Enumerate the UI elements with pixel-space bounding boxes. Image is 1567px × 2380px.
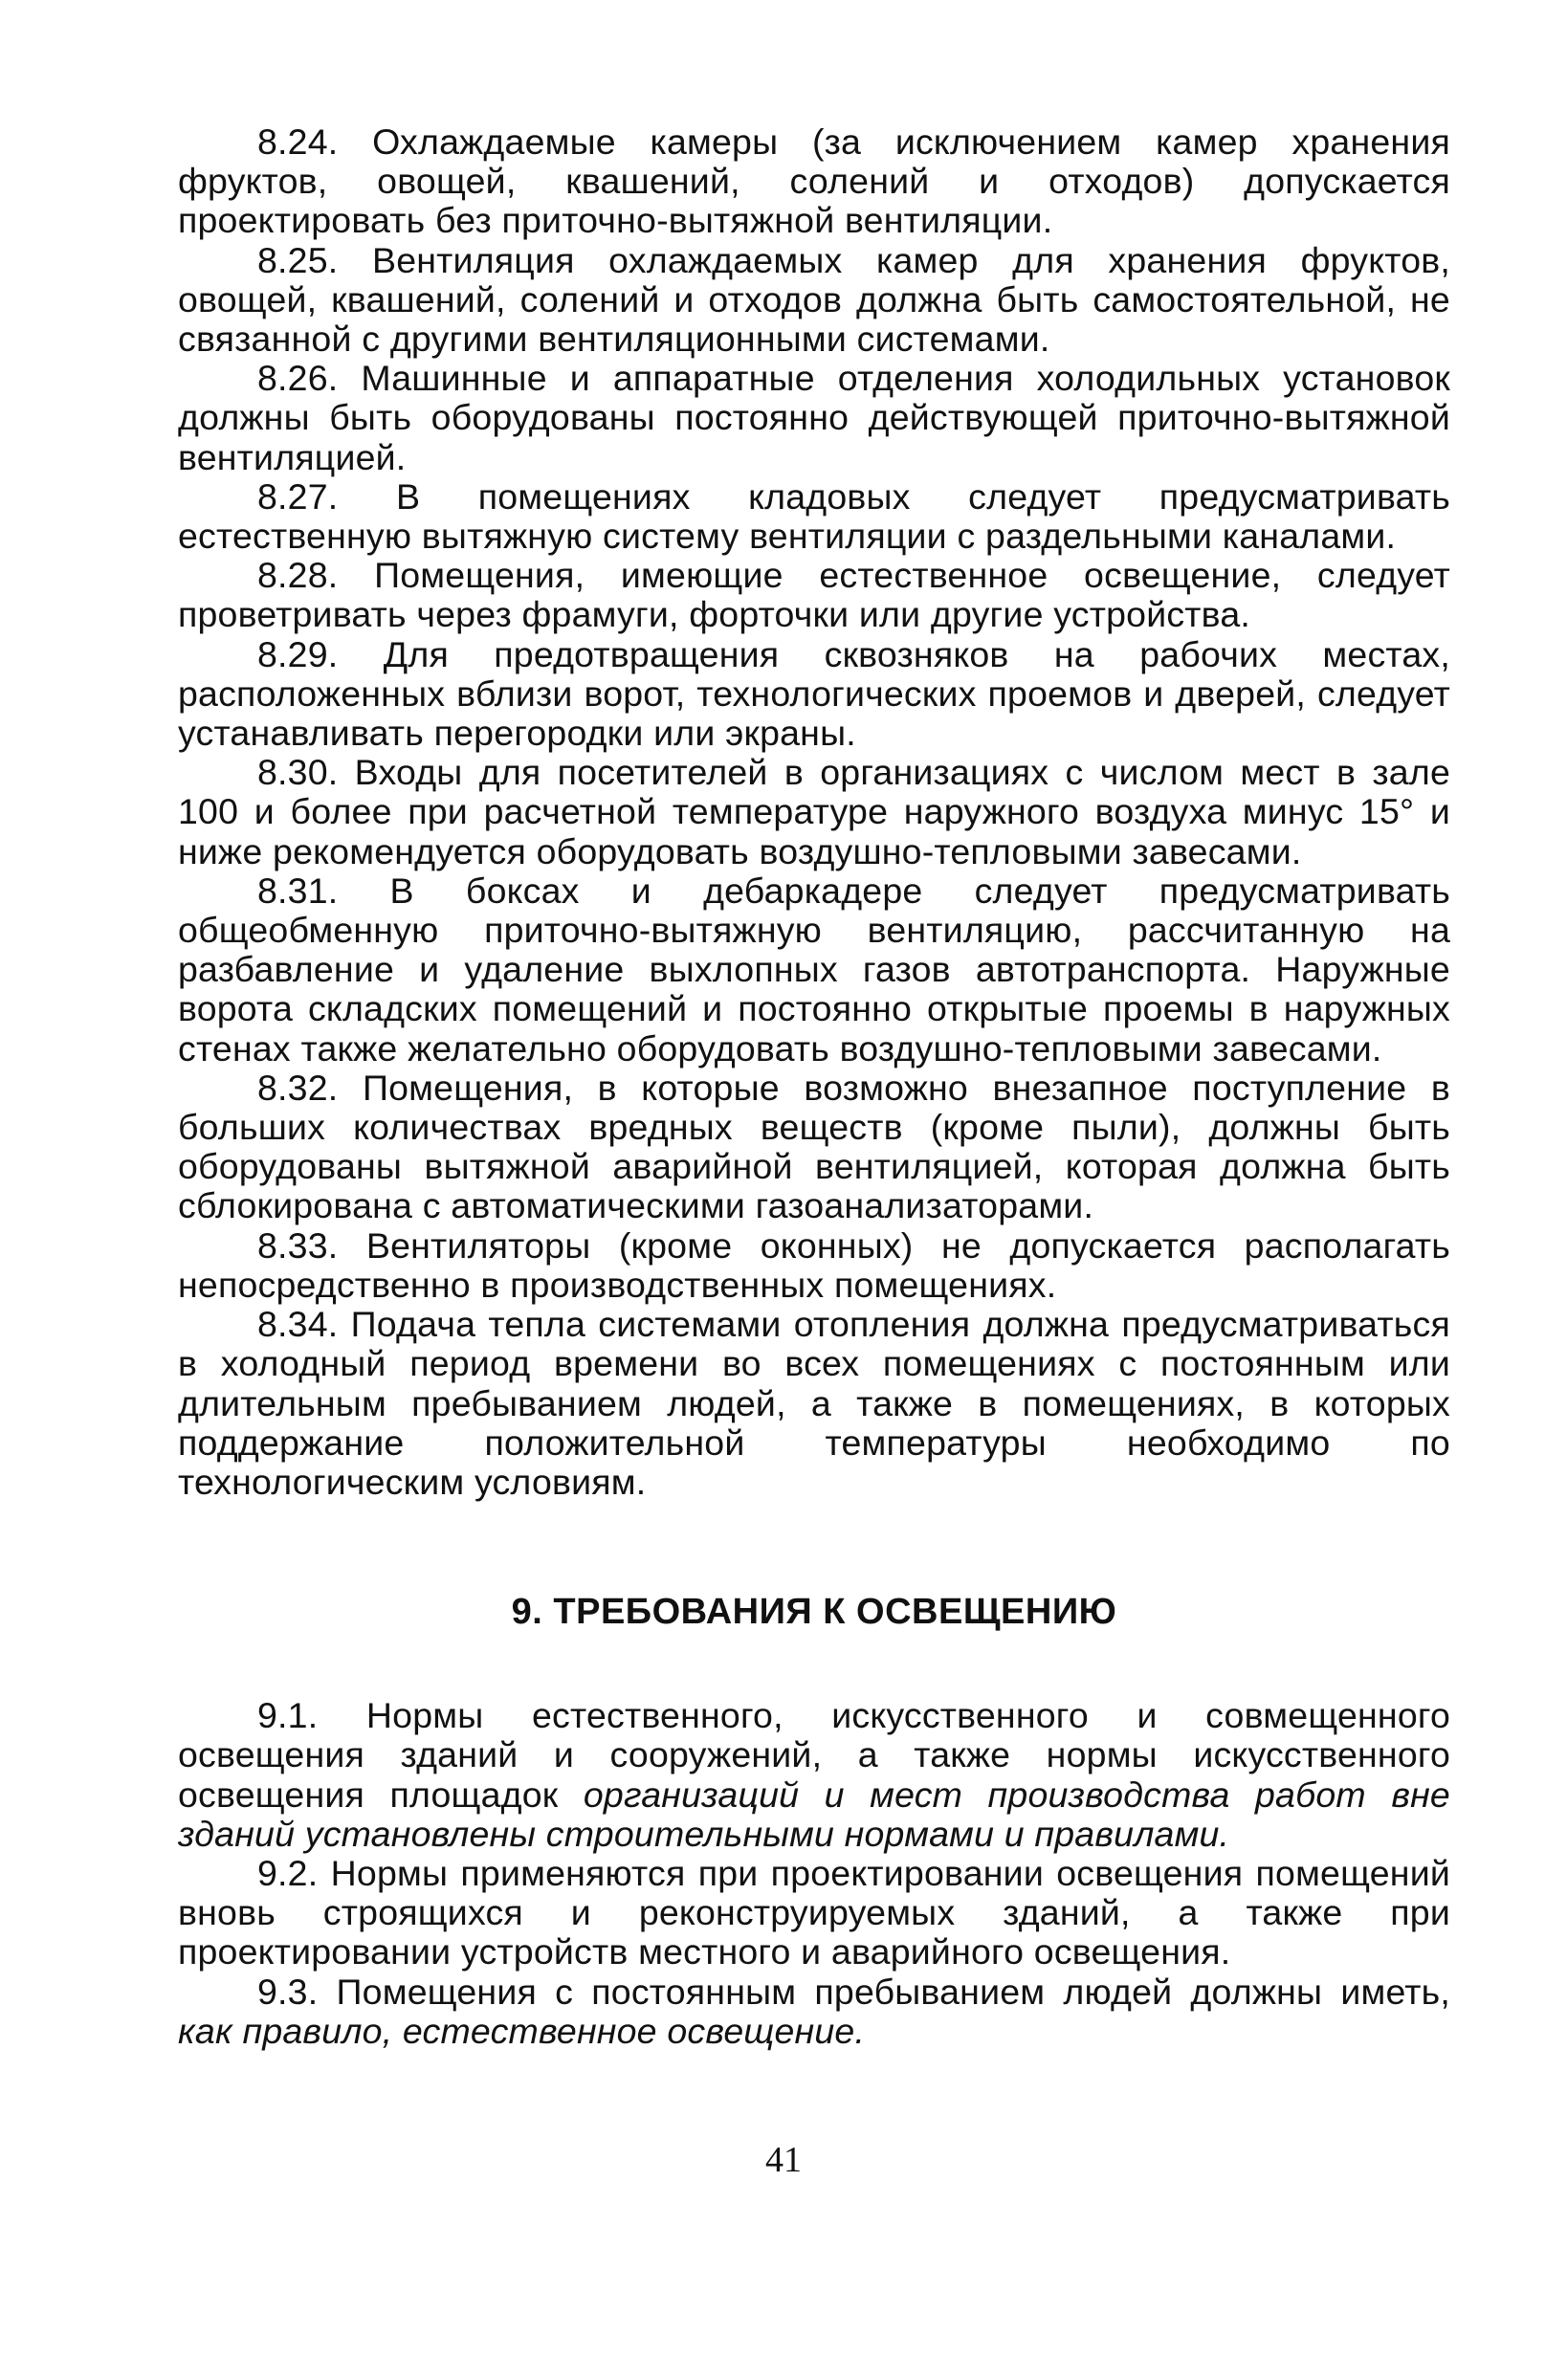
paragraph-8-34: 8.34. Подача тепла системами отопления должна предусматриваться в холодный период времени во всех помещениях с постоянным или длительным пребыванием людей, а также в помещениях, в которых поддержание положительной температуры необходимо по технологическим условиям. <box>178 1304 1450 1502</box>
paragraph-8-32: 8.32. Помещения, в которые возможно внезапное поступление в больших количествах вредных веществ (кроме пыли), должны быть оборудованы вытяжной аварийной вентиляцией, которая должна быть сблокирована с автоматическими газоанализаторами. <box>178 1067 1450 1226</box>
paragraph-9-3 <box>178 1972 1450 2051</box>
section-heading: 9. ТРЕБОВАНИЯ К ОСВЕЩЕНИЮ <box>511 1592 1117 1633</box>
paragraph-8-24: 8.24. Охлаждаемые камеры (за исключением камер хранения фруктов, овощей, квашений, солений и отходов) допускается проектировать без приточно-вытяжной вентиляции. <box>178 121 1450 241</box>
paragraph-8-28: 8.28. Помещения, имеющие естественное освещение, следует проветривать через фрамуги, форточки или другие устройства. <box>178 555 1450 635</box>
paragraph-9-1 <box>178 1696 1450 1854</box>
paragraph-8-31: 8.31. В боксах и дебаркадере следует предусматривать общеобменную приточно-вытяжную вентиляцию, рассчитанную на разбавление и удаление выхлопных газов автотранспорта. Наружные ворота складских помещений и постоянно открытые проемы в наружных стенах также желательно оборудовать воздушно-тепловыми завесами. <box>178 870 1450 1069</box>
paragraph-8-25: 8.25. Вентиляция охлаждаемых камер для хранения фруктов, овощей, квашений, солений и отходов должна быть самостоятельной, не связанной с другими вентиляционными системами. <box>178 239 1450 360</box>
paragraph-9-3-text: 9.3. Помещения с постоянным пребыванием людей должны иметь, <box>257 1971 1450 2012</box>
paragraph-9-1-text: 9.1. Нормы естественного, искусственного и совмещенного освещения зданий и сооружений, а также нормы искусственного освещения площадок <box>178 1695 1450 1815</box>
paragraph-8-27: 8.27. В помещениях кладовых следует предусматривать естественную вытяжную систему вентиляции с раздельными каналами. <box>178 475 1450 557</box>
paragraph-8-33: 8.33. Вентиляторы (кроме оконных) не допускается располагать непосредственно в производственных помещениях. <box>178 1224 1450 1305</box>
document-page <box>178 122 1450 2051</box>
paragraph-9-2: 9.2. Нормы применяются при проектировании освещения помещений вновь строящихся и реконструируемых зданий, а также при проектировании устройств местного и аварийного освещения. <box>178 1852 1450 1972</box>
paragraph-8-29: 8.29. Для предотвращения сквозняков на рабочих местах, расположенных вблизи ворот, технологических проемов и дверей, следует устанавливать перегородки или экраны. <box>178 633 1450 754</box>
paragraph-8-26: 8.26. Машинные и аппаратные отделения холодильных установок должны быть оборудованы постоянно действующей приточно-вытяжной вентиляцией. <box>178 358 1450 477</box>
paragraph-9-1-italic-text: организаций и мест производства работ вне зданий установлены строительными нормами и правилами. <box>178 1774 1450 1854</box>
paragraph-9-3-italic-text: как правило, естественное освещение. <box>178 2010 866 2051</box>
page-number: 41 <box>765 2140 802 2180</box>
paragraph-8-30: 8.30. Входы для посетителей в организациях с числом мест в зале 100 и более при расчетной температуре наружного воздуха минус 15° и ниже рекомендуется оборудовать воздушно-тепловыми завесами. <box>178 752 1450 871</box>
